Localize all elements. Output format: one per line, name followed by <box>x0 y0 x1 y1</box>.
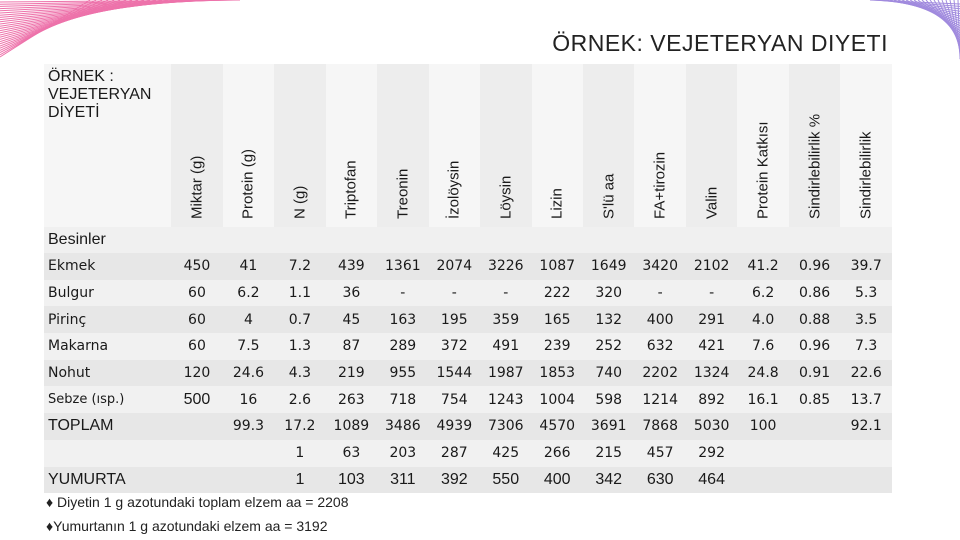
table-cell: 2102 <box>686 253 737 280</box>
table-cell: 400 <box>532 467 583 494</box>
table-cell: 359 <box>480 306 531 333</box>
table-cell: 1853 <box>532 360 583 387</box>
table-cell: 2074 <box>429 253 480 280</box>
table-cell: - <box>480 280 531 307</box>
table-cell: 24.8 <box>737 360 788 387</box>
column-header <box>377 64 428 227</box>
table-cell: 740 <box>583 360 634 387</box>
table-cell: 103 <box>326 467 377 494</box>
table-cell: 287 <box>429 440 480 467</box>
table-cell: 450 <box>171 253 222 280</box>
table-cell: 60 <box>171 333 222 360</box>
table-cell: 0.96 <box>789 333 840 360</box>
slide-title: ÖRNEK: VEJETERYAN DIYETI <box>552 30 888 56</box>
table-cell: 464 <box>686 467 737 494</box>
table-cell: - <box>634 280 685 307</box>
note-egg-total: ♦Yumurtanın 1 g azotundaki elzem aa = 3192 <box>46 518 328 534</box>
column-header <box>326 64 377 227</box>
row-name: Nohut <box>44 360 171 387</box>
table-cell: 7.3 <box>840 333 892 360</box>
table-cell: 63 <box>326 440 377 467</box>
table-cell: 1544 <box>429 360 480 387</box>
table-cell: 239 <box>532 333 583 360</box>
table-cell: 132 <box>583 306 634 333</box>
table-cell: 252 <box>583 333 634 360</box>
table-cell <box>737 440 788 467</box>
diet-table <box>44 64 892 492</box>
table-cell <box>737 467 788 494</box>
table-cell: 598 <box>583 386 634 413</box>
table-cell: 7.6 <box>737 333 788 360</box>
table-cell: 1214 <box>634 386 685 413</box>
table-cell: 24.6 <box>223 360 274 387</box>
table-cell: 22.6 <box>840 360 892 387</box>
table-cell: 754 <box>429 386 480 413</box>
table-cell <box>171 440 222 467</box>
table-cell: 311 <box>377 467 428 494</box>
table-cell: 500 <box>171 386 222 413</box>
row-name: Bulgur <box>44 280 171 307</box>
table-cell: 439 <box>326 253 377 280</box>
table-cell: 163 <box>377 306 428 333</box>
table-cell: 45 <box>326 306 377 333</box>
table-row <box>44 280 892 307</box>
note-diet-total: ♦ Diyetin 1 g azotundaki toplam elzem aa = 2208 <box>46 494 349 510</box>
table-row <box>44 440 892 467</box>
table-cell: 392 <box>429 467 480 494</box>
table-cell: 550 <box>480 467 531 494</box>
table-cell: 5030 <box>686 413 737 440</box>
table-cell: 292 <box>686 440 737 467</box>
table-cell: 892 <box>686 386 737 413</box>
table-cell: 0.88 <box>789 306 840 333</box>
table-cell: 3.5 <box>840 306 892 333</box>
table-cell: 92.1 <box>840 413 892 440</box>
table-cell: 1 <box>274 467 325 494</box>
table-cell: 3420 <box>634 253 685 280</box>
table-cell: 16.1 <box>737 386 788 413</box>
table-cell: 263 <box>326 386 377 413</box>
table-cell: 955 <box>377 360 428 387</box>
table-row <box>44 306 892 333</box>
table-cell <box>789 440 840 467</box>
table-cell <box>223 440 274 467</box>
row-name: TOPLAM <box>44 413 171 440</box>
table-caption: ÖRNEK : VEJETERYAN DİYETİ <box>44 64 171 227</box>
table-row <box>44 386 892 413</box>
table-cell: 1 <box>274 440 325 467</box>
column-header <box>223 64 274 227</box>
table-cell: 421 <box>686 333 737 360</box>
column-header <box>634 64 685 227</box>
table-row <box>44 253 892 280</box>
table-cell: 36 <box>326 280 377 307</box>
table-cell <box>840 467 892 494</box>
row-name: YUMURTA <box>44 467 171 494</box>
table-cell <box>789 467 840 494</box>
table-cell: 425 <box>480 440 531 467</box>
table-cell: 41.2 <box>737 253 788 280</box>
table-cell: 320 <box>583 280 634 307</box>
table-cell: 0.96 <box>789 253 840 280</box>
table-cell: 1361 <box>377 253 428 280</box>
column-header-label: Protein (g) <box>239 148 257 219</box>
table-cell: 203 <box>377 440 428 467</box>
table-cell: 400 <box>634 306 685 333</box>
table-cell: 342 <box>583 467 634 494</box>
table-cell: 219 <box>326 360 377 387</box>
column-header-label: Protein Katkısı <box>754 121 772 219</box>
table-cell: 289 <box>377 333 428 360</box>
column-header-label: Valin <box>703 186 721 219</box>
table-cell: 41 <box>223 253 274 280</box>
table-cell: 2.6 <box>274 386 325 413</box>
row-name: Pirinç <box>44 306 171 333</box>
column-header-label: Sindirlebilirlik <box>857 131 875 219</box>
column-header <box>429 64 480 227</box>
table-cell <box>171 413 222 440</box>
column-header-label: Treonin <box>394 168 412 219</box>
table-cell: 632 <box>634 333 685 360</box>
column-header-label: Lizin <box>548 188 566 219</box>
table-cell: 491 <box>480 333 531 360</box>
table-cell: 1087 <box>532 253 583 280</box>
footnotes <box>46 490 349 538</box>
table-cell: 372 <box>429 333 480 360</box>
table-cell: 87 <box>326 333 377 360</box>
table-cell: 630 <box>634 467 685 494</box>
row-header-label: Besinler <box>44 227 171 253</box>
row-name <box>44 440 171 467</box>
table-cell: 718 <box>377 386 428 413</box>
table-cell: 1649 <box>583 253 634 280</box>
table-cell: 291 <box>686 306 737 333</box>
column-header-label: N (g) <box>291 185 309 219</box>
table-cell: 39.7 <box>840 253 892 280</box>
table-cell: 60 <box>171 306 222 333</box>
table-cell: 0.85 <box>789 386 840 413</box>
table-cell: 2202 <box>634 360 685 387</box>
table-cell: 1.3 <box>274 333 325 360</box>
table-cell: 17.2 <box>274 413 325 440</box>
table-cell: 3226 <box>480 253 531 280</box>
table-cell: 4570 <box>532 413 583 440</box>
table-cell: 0.91 <box>789 360 840 387</box>
table-cell: - <box>686 280 737 307</box>
column-header <box>737 64 788 227</box>
column-header-label: Löysin <box>497 175 515 219</box>
row-name: Sebze (ısp.) <box>44 386 171 413</box>
table-cell: 4939 <box>429 413 480 440</box>
column-header-label: Miktar (g) <box>188 155 206 219</box>
table-cell: 6.2 <box>737 280 788 307</box>
table-cell: 266 <box>532 440 583 467</box>
table-cell: 7868 <box>634 413 685 440</box>
table-cell: - <box>429 280 480 307</box>
column-header-label: İzolöysin <box>445 160 463 219</box>
row-name: Ekmek <box>44 253 171 280</box>
table-cell <box>840 440 892 467</box>
column-header <box>480 64 531 227</box>
table-cell: 1089 <box>326 413 377 440</box>
table-cell: 0.86 <box>789 280 840 307</box>
table-cell: 60 <box>171 280 222 307</box>
table-cell: 120 <box>171 360 222 387</box>
table-cell: 457 <box>634 440 685 467</box>
table-cell: 195 <box>429 306 480 333</box>
column-header <box>840 64 892 227</box>
table-cell: 13.7 <box>840 386 892 413</box>
table-row <box>44 360 892 387</box>
table-cell: 1987 <box>480 360 531 387</box>
table-cell: 5.3 <box>840 280 892 307</box>
column-header <box>532 64 583 227</box>
column-header <box>171 64 222 227</box>
column-header-label: Triptofan <box>342 160 360 219</box>
column-header <box>583 64 634 227</box>
table-cell: 100 <box>737 413 788 440</box>
table-cell: - <box>377 280 428 307</box>
table-cell: 1324 <box>686 360 737 387</box>
table-cell: 4.0 <box>737 306 788 333</box>
table-cell: 4 <box>223 306 274 333</box>
table-cell: 7.5 <box>223 333 274 360</box>
table-cell: 3691 <box>583 413 634 440</box>
table-cell: 1004 <box>532 386 583 413</box>
column-header <box>789 64 840 227</box>
table-row <box>44 333 892 360</box>
row-name: Makarna <box>44 333 171 360</box>
column-header <box>686 64 737 227</box>
table-cell: 215 <box>583 440 634 467</box>
column-header-label: FA+tirozin <box>651 151 669 219</box>
table-cell: 99.3 <box>223 413 274 440</box>
table-cell: 222 <box>532 280 583 307</box>
table-cell: 1243 <box>480 386 531 413</box>
table-cell: 0.7 <box>274 306 325 333</box>
table-cell: 6.2 <box>223 280 274 307</box>
column-header-label: S'lü aa <box>600 173 618 219</box>
table-row <box>44 413 892 440</box>
table-cell: 4.3 <box>274 360 325 387</box>
table-cell: 165 <box>532 306 583 333</box>
table-cell <box>789 413 840 440</box>
table-cell: 7.2 <box>274 253 325 280</box>
column-header <box>274 64 325 227</box>
table-cell: 7306 <box>480 413 531 440</box>
table-cell: 3486 <box>377 413 428 440</box>
table-cell: 16 <box>223 386 274 413</box>
table-cell: 1.1 <box>274 280 325 307</box>
column-header-label: Sindirlebilirlik % <box>806 113 824 219</box>
